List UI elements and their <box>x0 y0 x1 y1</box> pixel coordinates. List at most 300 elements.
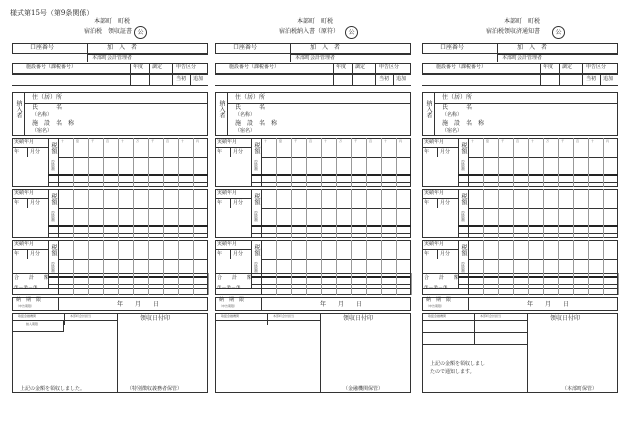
divider <box>12 85 208 86</box>
divider <box>230 198 231 208</box>
digit-divider <box>148 273 149 295</box>
digit-divider <box>193 273 194 295</box>
divider <box>215 147 251 148</box>
category-label: 調定 <box>562 64 573 70</box>
digit-divider <box>88 273 89 295</box>
address-label: 住（居）所 <box>442 94 473 101</box>
address-label: 住（居）所 <box>235 94 266 101</box>
digit-divider <box>543 273 544 295</box>
name-label: 氏 名 <box>442 104 473 111</box>
digit-header: 億 <box>486 139 490 143</box>
digit-header: 千 <box>354 139 358 143</box>
digit-header: 十 <box>471 139 475 143</box>
accountant-label: 本部町会計管理者 <box>92 55 133 61</box>
digit-divider <box>118 189 119 238</box>
period-month: 月分 <box>30 251 41 257</box>
total-formula: ①－②－③ <box>424 285 448 291</box>
divider <box>497 43 498 62</box>
year-label: 年度 <box>133 64 144 70</box>
digit-divider <box>396 189 397 238</box>
period-month: 月分 <box>440 200 451 206</box>
period-month: 月分 <box>30 149 41 155</box>
additional-label: 追加 <box>193 76 204 82</box>
divider <box>458 225 618 227</box>
digit-divider <box>336 189 337 238</box>
digit-divider <box>483 273 484 295</box>
divider <box>320 313 321 393</box>
subscriber-label: 加 入 者 <box>107 44 138 51</box>
official-seal: 公 <box>552 26 565 39</box>
additional-label: 追加 <box>396 76 407 82</box>
taxpayer-label: 納入者 <box>218 100 225 118</box>
digit-divider <box>513 138 514 187</box>
divider <box>12 74 208 75</box>
digit-divider <box>483 189 484 238</box>
divider <box>458 233 618 234</box>
filing-label: 申告区分 <box>176 64 197 70</box>
digit-header: 十 <box>181 139 185 143</box>
digit-divider <box>133 138 134 187</box>
period-month: 月分 <box>233 200 244 206</box>
divider <box>215 74 411 75</box>
digit-divider <box>513 273 514 295</box>
facility-name-label: 施 設 名 称 <box>442 120 485 127</box>
digit-divider <box>321 138 322 187</box>
divider <box>251 138 252 187</box>
divider <box>12 147 48 148</box>
digit-divider <box>588 189 589 238</box>
divider <box>600 74 601 85</box>
official-seal: 公 <box>345 26 358 39</box>
divider <box>251 225 411 227</box>
divider <box>434 92 435 136</box>
total-label: 合 計 額 <box>14 275 50 281</box>
digit-divider <box>558 138 559 187</box>
divider <box>468 189 469 238</box>
tax-amount-label: 税額 <box>253 244 260 256</box>
period-year: 年 <box>14 251 20 257</box>
keep-note: （特別徴収義務者保管） <box>127 386 183 392</box>
digit-divider <box>88 189 89 238</box>
divider <box>393 74 394 85</box>
tax-amount-label: 税額 <box>460 142 467 154</box>
divider <box>251 182 411 183</box>
divider <box>468 273 469 295</box>
period-label: 実績年月 <box>424 139 445 145</box>
divider <box>64 313 65 325</box>
receiving-agency: 取扱金融機関 <box>18 314 37 318</box>
digit-divider <box>558 189 559 238</box>
deduction-label: 控除額 <box>254 160 259 171</box>
receipt-date-label: 領収日付印 <box>550 315 581 322</box>
additional-label: 追加 <box>603 76 614 82</box>
digit-divider <box>163 273 164 295</box>
town-tax-heading: 本部町 町税 <box>504 18 541 25</box>
period-year: 年 <box>217 149 223 155</box>
deadline-date: 年 月 日 <box>117 301 160 308</box>
digit-divider <box>163 138 164 187</box>
divider <box>215 249 251 250</box>
tax-amount-label: 税額 <box>50 193 57 205</box>
bottom-area <box>215 313 411 393</box>
divider <box>458 174 618 176</box>
account-no-label: 口座番号 <box>30 44 55 51</box>
digit-divider <box>381 273 382 295</box>
divider <box>251 174 411 176</box>
divider <box>458 182 618 183</box>
period-label: 実績年月 <box>217 241 238 247</box>
initial-label: 当初 <box>379 76 390 82</box>
account-no-label: 口座番号 <box>233 44 258 51</box>
digit-divider <box>396 138 397 187</box>
tax-amount-label: 税額 <box>253 142 260 154</box>
period-label: 実績年月 <box>14 139 35 145</box>
town-tax-heading: 本部町 町税 <box>94 18 131 25</box>
deadline-row <box>12 297 208 311</box>
divider <box>251 233 411 234</box>
town-tax-heading: 本部町 町税 <box>297 18 334 25</box>
notify-note-2: たので通知します。 <box>430 369 475 375</box>
accountant-label: 本部町会計管理者 <box>502 55 543 61</box>
digit-divider <box>178 273 179 295</box>
digit-divider <box>498 138 499 187</box>
digit-divider <box>291 138 292 187</box>
filing-label: 申告区分 <box>379 64 400 70</box>
digit-divider <box>396 273 397 295</box>
divider <box>24 92 25 136</box>
divider <box>290 43 291 62</box>
digit-divider <box>321 273 322 295</box>
digit-divider <box>88 138 89 187</box>
digit-header: 十 <box>61 139 65 143</box>
divider <box>267 313 268 325</box>
divider <box>12 198 48 199</box>
divider <box>58 189 59 238</box>
category-label: 調定 <box>152 64 163 70</box>
slip-title: 宿泊税納入書（原符） <box>279 28 340 35</box>
facility-sub-label: （宿名） <box>32 128 53 134</box>
tax-amount-label: 税額 <box>50 244 57 256</box>
divider <box>230 147 231 157</box>
subscriber-label: 加 入 者 <box>517 44 548 51</box>
digit-header: 百 <box>576 139 580 143</box>
divider <box>251 189 252 238</box>
divider <box>48 138 49 187</box>
digit-divider <box>498 273 499 295</box>
form-number: 様式第15号（第9条関係） <box>10 9 94 17</box>
paid-date-label: 納入期限 <box>26 322 39 326</box>
digit-divider <box>193 138 194 187</box>
facility-no-label: 施設番号（課税番号） <box>229 64 280 70</box>
digit-divider <box>148 138 149 187</box>
digit-divider <box>588 138 589 187</box>
tax-amount-label: 税額 <box>253 193 260 205</box>
digit-divider <box>381 138 382 187</box>
period-label: 実績年月 <box>424 241 445 247</box>
facility-no-label: 施設番号（課税番号） <box>436 64 487 70</box>
period-month: 月分 <box>440 149 451 155</box>
divider <box>422 147 458 148</box>
divider <box>422 249 458 250</box>
accountant-label: 本部町会計管理者 <box>295 55 336 61</box>
deadline-label: 納 期 限 <box>219 297 245 303</box>
deadline-sub: （申告期限） <box>426 304 445 308</box>
digit-divider <box>178 138 179 187</box>
digit-divider <box>603 189 604 238</box>
total-label: 合 計 額 <box>424 275 460 281</box>
digit-divider <box>133 189 134 238</box>
digit-divider <box>133 273 134 295</box>
account-no-label: 口座番号 <box>440 44 465 51</box>
digit-divider <box>306 189 307 238</box>
period-year: 年 <box>424 251 430 257</box>
deduction-label: 控除額 <box>461 262 466 273</box>
divider <box>422 85 618 86</box>
digit-header: 百 <box>106 139 110 143</box>
digit-header: 億 <box>279 139 283 143</box>
facility-no-label: 施設番号（課税番号） <box>26 64 77 70</box>
digit-divider <box>573 138 574 187</box>
digit-divider <box>336 138 337 187</box>
facility-sub-label: （宿名） <box>235 128 256 134</box>
deduction-label: 控除額 <box>51 160 56 171</box>
digit-header: 億 <box>76 139 80 143</box>
digit-divider <box>366 138 367 187</box>
name-sub-label: （名称） <box>442 112 463 118</box>
divider <box>48 233 208 234</box>
period-year: 年 <box>14 149 20 155</box>
initial-label: 当初 <box>586 76 597 82</box>
digit-divider <box>163 189 164 238</box>
taxpayer-label: 納入者 <box>425 100 432 118</box>
total-formula: ①－②－③ <box>14 285 38 291</box>
keep-note: （金融機関保管） <box>343 386 384 392</box>
divider <box>48 189 49 238</box>
paid-date-box <box>12 320 64 332</box>
address-label: 住（居）所 <box>32 94 63 101</box>
deadline-sub: （申告期限） <box>219 304 238 308</box>
facility-name-label: 施 設 名 称 <box>235 120 278 127</box>
deadline-sub: （申告期限） <box>16 304 35 308</box>
category-label: 調定 <box>355 64 366 70</box>
divider <box>261 297 262 311</box>
period-year: 年 <box>217 251 223 257</box>
divider <box>422 74 618 75</box>
period-year: 年 <box>424 200 430 206</box>
subscriber-label: 加 入 者 <box>310 44 341 51</box>
tax-officer: 本部町会計担当 <box>480 314 502 318</box>
digit-divider <box>291 273 292 295</box>
divider <box>190 74 191 85</box>
digit-header: 万 <box>546 139 550 143</box>
digit-divider <box>528 138 529 187</box>
period-year: 年 <box>217 200 223 206</box>
period-month: 月分 <box>233 149 244 155</box>
digit-header: 円 <box>399 139 403 143</box>
divider <box>261 138 262 187</box>
divider <box>474 320 475 344</box>
digit-divider <box>336 273 337 295</box>
bottom-area <box>422 313 618 393</box>
digit-divider <box>306 273 307 295</box>
divider <box>27 198 28 208</box>
name-label: 氏 名 <box>32 104 63 111</box>
digit-divider <box>208 273 209 295</box>
deduction-label: 控除額 <box>51 211 56 222</box>
divider <box>87 43 88 62</box>
name-sub-label: （名称） <box>32 112 53 118</box>
divider <box>215 198 251 199</box>
divider <box>468 297 469 311</box>
digit-divider <box>276 189 277 238</box>
year-label: 年度 <box>543 64 554 70</box>
digit-header: 十 <box>324 139 328 143</box>
deadline-date: 年 月 日 <box>320 301 363 308</box>
digit-divider <box>588 273 589 295</box>
digit-header: 千 <box>294 139 298 143</box>
digit-header: 万 <box>339 139 343 143</box>
digit-header: 百 <box>309 139 313 143</box>
divider <box>12 249 48 250</box>
divider <box>437 198 438 208</box>
divider <box>215 85 411 86</box>
digit-header: 十 <box>384 139 388 143</box>
receiving-agency: 取扱金融機関 <box>221 314 240 318</box>
keep-note: （本部町保管） <box>562 386 598 392</box>
slip-title: 宿泊税領収済通知書 <box>486 28 541 35</box>
digit-divider <box>381 189 382 238</box>
divider <box>227 92 228 136</box>
digit-header: 千 <box>561 139 565 143</box>
digit-divider <box>73 138 74 187</box>
divider <box>468 138 469 187</box>
deduction-label: 控除額 <box>254 262 259 273</box>
tax-officer: 本部町会計担当 <box>70 314 92 318</box>
slip-2 <box>215 8 411 398</box>
digit-header: 百 <box>369 139 373 143</box>
digit-divider <box>73 189 74 238</box>
facility-name-label: 施 設 名 称 <box>32 120 75 127</box>
digit-header: 百 <box>516 139 520 143</box>
digit-divider <box>543 189 544 238</box>
name-sub-label: （名称） <box>235 112 256 118</box>
divider <box>58 138 59 187</box>
deduction-label: 控除額 <box>51 262 56 273</box>
period-label: 実績年月 <box>14 190 35 196</box>
divider <box>422 198 458 199</box>
digit-divider <box>351 138 352 187</box>
digit-divider <box>306 138 307 187</box>
digit-header: 千 <box>91 139 95 143</box>
digit-divider <box>573 273 574 295</box>
divider <box>48 182 208 183</box>
divider <box>458 189 459 238</box>
divider <box>27 249 28 259</box>
slip-3 <box>422 8 618 398</box>
digit-divider <box>118 273 119 295</box>
digit-header: 十 <box>531 139 535 143</box>
deadline-date: 年 月 日 <box>527 301 570 308</box>
initial-label: 当初 <box>176 76 187 82</box>
digit-divider <box>178 189 179 238</box>
period-month: 月分 <box>30 200 41 206</box>
facility-sub-label: （宿名） <box>442 128 463 134</box>
total-formula: ①－②－③ <box>217 285 241 291</box>
divider <box>422 344 527 345</box>
digit-divider <box>543 138 544 187</box>
deadline-label: 納 期 限 <box>16 297 42 303</box>
period-month: 月分 <box>440 251 451 257</box>
digit-header: 十 <box>264 139 268 143</box>
divider <box>458 138 459 187</box>
receipt-date-label: 領収日付印 <box>140 315 171 322</box>
digit-divider <box>321 189 322 238</box>
notify-note-1: 上記の金額を領収しまし <box>430 361 486 367</box>
deadline-row <box>422 297 618 311</box>
digit-divider <box>351 273 352 295</box>
period-year: 年 <box>14 200 20 206</box>
digit-divider <box>193 189 194 238</box>
digit-divider <box>528 189 529 238</box>
digit-header: 千 <box>151 139 155 143</box>
digit-divider <box>103 273 104 295</box>
digit-divider <box>618 273 619 295</box>
divider <box>437 147 438 157</box>
divider <box>230 249 231 259</box>
digit-divider <box>573 189 574 238</box>
deduction-label: 控除額 <box>461 160 466 171</box>
digit-divider <box>103 189 104 238</box>
digit-divider <box>73 273 74 295</box>
tax-officer: 本部町会計担当 <box>273 314 295 318</box>
digit-divider <box>366 189 367 238</box>
digit-divider <box>558 273 559 295</box>
digit-divider <box>528 273 529 295</box>
divider <box>117 313 118 393</box>
digit-divider <box>483 138 484 187</box>
divider <box>527 313 528 393</box>
digit-header: 千 <box>501 139 505 143</box>
receiving-agency: 取扱金融機関 <box>428 314 447 318</box>
digit-header: 円 <box>196 139 200 143</box>
receipt-date-label: 領収日付印 <box>343 315 374 322</box>
tax-amount-label: 税額 <box>460 193 467 205</box>
tax-amount-label: 税額 <box>50 142 57 154</box>
divider <box>27 147 28 157</box>
tax-amount-label: 税額 <box>460 244 467 256</box>
digit-divider <box>603 138 604 187</box>
slip-1 <box>12 8 208 398</box>
digit-divider <box>148 189 149 238</box>
digit-divider <box>118 138 119 187</box>
period-label: 実績年月 <box>424 190 445 196</box>
divider <box>58 297 59 311</box>
digit-divider <box>513 189 514 238</box>
digit-divider <box>351 189 352 238</box>
filing-label: 申告区分 <box>586 64 607 70</box>
digit-header: 円 <box>606 139 610 143</box>
digit-header: 十 <box>591 139 595 143</box>
digit-divider <box>411 273 412 295</box>
deadline-row <box>215 297 411 311</box>
digit-header: 百 <box>166 139 170 143</box>
deadline-label: 納 期 限 <box>426 297 452 303</box>
period-label: 実績年月 <box>14 241 35 247</box>
official-seal: 公 <box>134 26 147 39</box>
deduction-label: 控除額 <box>254 211 259 222</box>
digit-divider <box>103 138 104 187</box>
digit-divider <box>366 273 367 295</box>
